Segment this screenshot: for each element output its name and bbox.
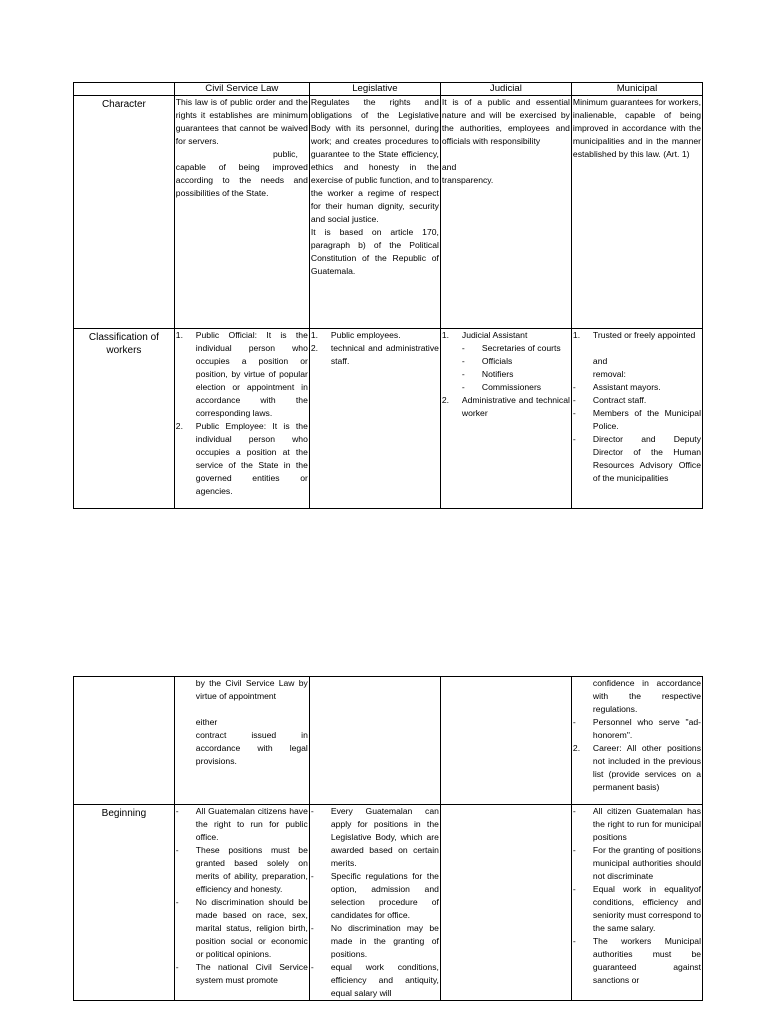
character-legislative-text-1: Regulates the rights and obligations of the Legislative Body with its personnel, during work; and creates procedures to guarantee to the State efficiency, ethics and honesty in the exercise of public function, and to the worker a regime of respect for their human dignity, security and social justice. bbox=[310, 97, 439, 224]
character-civil-text-3: capable of being improved according to the needs and possibilities of the State. bbox=[175, 162, 308, 198]
continuation-judicial-cell bbox=[440, 677, 571, 805]
classification-municipal-cell bbox=[571, 329, 702, 509]
list-item: - Director and Deputy Director of the Human Resources Advisory Office of the municipalities bbox=[572, 434, 701, 483]
character-judicial-text-2: and bbox=[441, 162, 457, 172]
list-item: - Members of the Municipal Police. bbox=[572, 408, 701, 431]
list-item: - For the granting of positions municipal authorities should not discriminate bbox=[572, 845, 701, 881]
list-item: - equal work conditions, efficiency and antiquity, equal salary will bbox=[310, 962, 439, 998]
workers-comparison-table-continued bbox=[73, 676, 703, 1001]
continuation-civil-text-2: either bbox=[195, 717, 218, 727]
classification-civil-cell bbox=[174, 329, 309, 509]
list-item: - All citizen Guatemalan has the right to run for municipal positions bbox=[572, 806, 701, 842]
list-item: 1. Trusted or freely appointed bbox=[572, 330, 696, 340]
workers-comparison-table bbox=[73, 82, 703, 509]
header-row bbox=[74, 83, 703, 96]
continuation-row bbox=[74, 677, 703, 805]
continuation-empty-cell bbox=[74, 677, 175, 805]
continuation-civil-cell bbox=[174, 677, 309, 805]
list-item: - The national Civil Service system must promote bbox=[175, 962, 308, 985]
header-municipal: Municipal bbox=[571, 83, 702, 96]
list-item: - Every Guatemalan can apply for positions in the Legislative Body, which are awarded based on certain merits. bbox=[310, 806, 439, 868]
character-judicial-cell bbox=[440, 96, 571, 329]
list-item: - Equal work in equalityof conditions, efficiency and seniority must correspond to the same salary. bbox=[572, 884, 701, 933]
character-civil-text-2: public, bbox=[273, 149, 298, 159]
list-item: - No discrimination should be made based on race, sex, marital status, religion birth, position social or economic or political opinions. bbox=[175, 897, 308, 959]
list-item: 2. Administrative and technical worker bbox=[441, 395, 570, 418]
beginning-label: Beginning bbox=[74, 805, 175, 1001]
continuation-legislative-cell bbox=[309, 677, 440, 805]
character-civil-text-1: This law is of public order and the rights it establishes are minimum guarantees that cannot be waived for servers. bbox=[175, 97, 308, 146]
municipal-and-text: and bbox=[592, 356, 608, 366]
character-label: Character bbox=[74, 96, 175, 329]
character-municipal-cell bbox=[571, 96, 702, 329]
sub-list-item: - Notifiers bbox=[461, 369, 514, 379]
beginning-civil-cell bbox=[174, 805, 309, 1001]
list-item: - Assistant mayors. bbox=[572, 382, 661, 392]
sub-list-item: - Commissioners bbox=[461, 382, 542, 392]
classification-row bbox=[74, 329, 703, 509]
classification-label: Classification of workers bbox=[74, 329, 175, 509]
list-item: - All Guatemalan citizens have the right to run for public office. bbox=[175, 806, 308, 842]
character-legislative-text-2: It is based on article 170, paragraph b) of the Political Constitution of the Republic of Guatemala. bbox=[310, 227, 439, 276]
classification-judicial-cell bbox=[440, 329, 571, 509]
character-legislative-cell bbox=[309, 96, 440, 329]
header-civil-service: Civil Service Law bbox=[174, 83, 309, 96]
list-item: - Specific regulations for the option, admission and selection procedure of candidates for office. bbox=[310, 871, 439, 920]
continuation-civil-text-3: contract issued in accordance with legal provisions. bbox=[195, 730, 308, 766]
list-item: 1. Judicial Assistant bbox=[441, 330, 528, 340]
list-item: 2. technical and administrative staff. bbox=[310, 343, 439, 366]
list-item: 1. Public Official: It is the individual person who occupies a position or position, by virtue of popular election or appointment in accordance with the corresponding laws. bbox=[175, 330, 308, 418]
beginning-row bbox=[74, 805, 703, 1001]
continuation-civil-text-1: by the Civil Service Law by virtue of appointment bbox=[195, 678, 308, 701]
list-item: - Contract staff. bbox=[572, 395, 647, 405]
header-legislative: Legislative bbox=[309, 83, 440, 96]
municipal-removal-text: removal: bbox=[592, 369, 626, 379]
sub-list-item: - Secretaries of courts bbox=[461, 343, 561, 353]
list-item: - No discrimination may be made in the granting of positions. bbox=[310, 923, 439, 959]
beginning-municipal-cell bbox=[571, 805, 702, 1001]
beginning-legislative-cell bbox=[309, 805, 440, 1001]
list-item: 1. Public employees. bbox=[310, 330, 401, 340]
classification-legislative-cell bbox=[309, 329, 440, 509]
list-item: 2. Career: All other positions not included in the previous list (provide services on a permanent basis) bbox=[572, 743, 701, 792]
character-judicial-text-3: transparency. bbox=[441, 175, 494, 185]
continuation-municipal-cell bbox=[571, 677, 702, 805]
character-civil-cell bbox=[174, 96, 309, 329]
list-item: - Personnel who serve "ad-honorem". bbox=[572, 717, 701, 740]
sub-list-item: - Officials bbox=[461, 356, 513, 366]
character-municipal-text: Minimum guarantees for workers, inalienable, capable of being improved in accordance with the municipalities and in the manner established by this law. (Art. 1) bbox=[572, 97, 701, 159]
header-judicial: Judicial bbox=[440, 83, 571, 96]
continuation-municipal-lead: confidence in accordance with the respective regulations. bbox=[592, 678, 701, 714]
header-empty-cell bbox=[74, 83, 175, 96]
character-row bbox=[74, 96, 703, 329]
character-judicial-text-1: It is of a public and essential nature and will be exercised by the authorities, employees and officials with responsibility bbox=[441, 97, 570, 146]
beginning-judicial-cell bbox=[440, 805, 571, 1001]
list-item: - The workers Municipal authorities must be guaranteed against sanctions or bbox=[572, 936, 701, 985]
list-item: 2. Public Employee: It is the individual person who occupies a position at the service of the State in the governed entities or agencies. bbox=[175, 421, 308, 496]
list-item: - These positions must be granted based solely on merits of ability, preparation, efficiency and honesty. bbox=[175, 845, 308, 894]
